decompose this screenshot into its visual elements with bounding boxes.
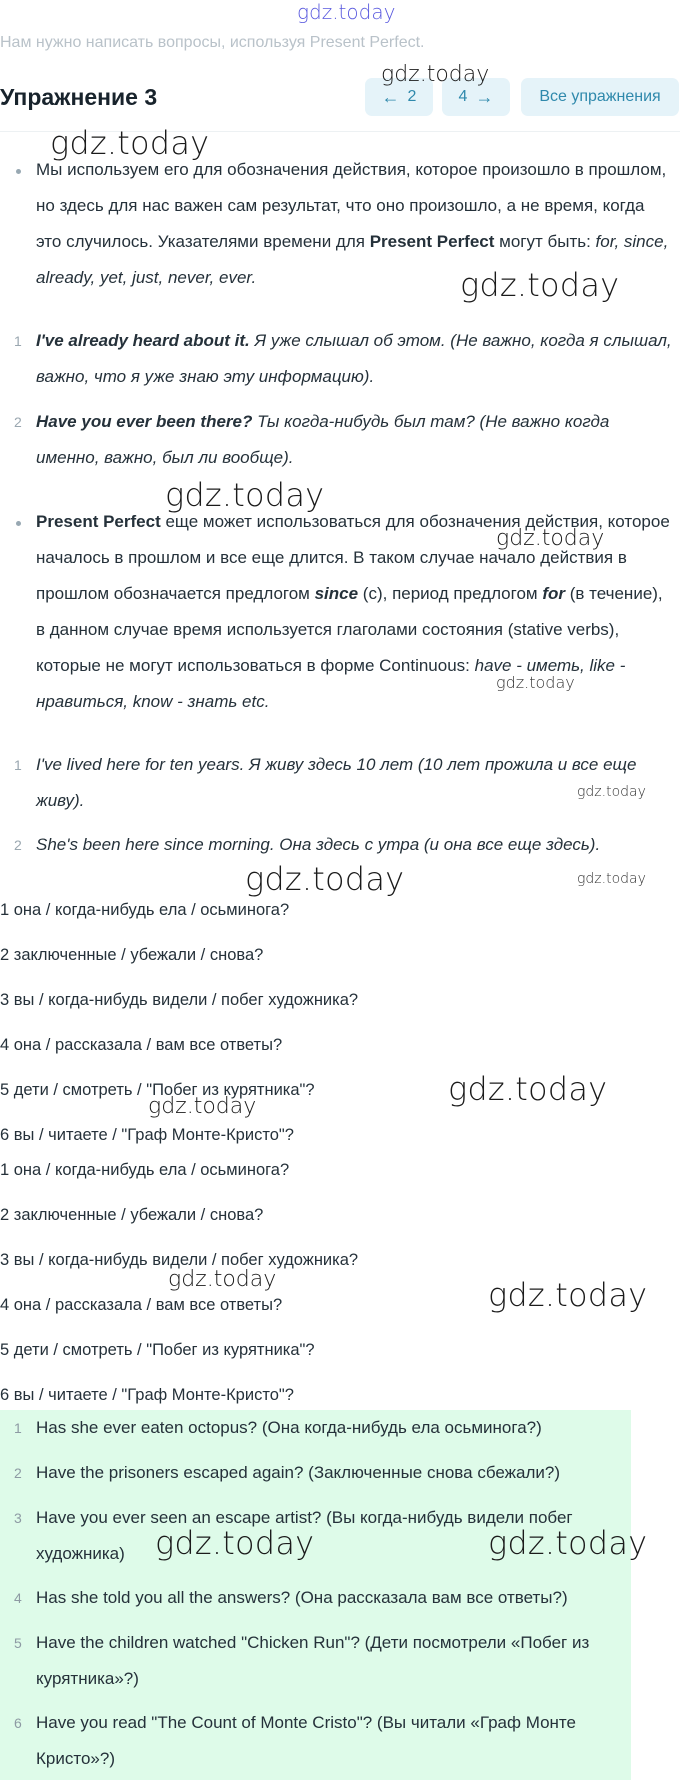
theory-text: Мы используем его для обозначения действия, которое произошло в прошлом, но здесь для нас важен сам результат, что оно произошло, а не время, когда это случилось. Указателями времени для <box>36 160 667 251</box>
example-number: 1 <box>14 757 22 773</box>
task-line: 5 дети / смотреть / "Побег из курятника"? <box>0 1341 315 1359</box>
answer-item: Has she told you all the answers? (Она рассказала вам все ответы?) <box>36 1588 568 1607</box>
stative-examples: have - иметь, like - нравиться, know - знать etc. <box>36 656 626 711</box>
answer-item: Have the prisoners escaped again? (Заключенные снова сбежали?) <box>36 1463 560 1482</box>
answer-number: 6 <box>14 1715 22 1731</box>
instruction-text: Нам нужно написать вопросы, используя Present Perfect. <box>0 34 425 51</box>
task-line: 3 вы / когда-нибудь видели / побег художника? <box>0 991 359 1009</box>
task-line: 1 она / когда-нибудь ела / осьминога? <box>0 901 290 919</box>
example-english: I've already heard about it. <box>36 331 250 350</box>
theory-text: (с), период предлогом <box>358 584 543 603</box>
watermark: gdz.today <box>496 673 575 692</box>
task-line: 2 заключенные / убежали / снова? <box>0 1206 264 1224</box>
watermark: gdz.today <box>577 871 646 887</box>
answer-item: Have the children watched "Chicken Run"? (Дети посмотрели «Побег из курятника»?) <box>36 1633 590 1688</box>
task-line: 1 она / когда-нибудь ела / осьминога? <box>0 1161 290 1179</box>
answer-number: 1 <box>14 1420 22 1436</box>
watermark: gdz.today <box>165 476 325 514</box>
page-title: Упражнение 3 <box>0 84 158 110</box>
answer-number: 5 <box>14 1635 22 1651</box>
watermark: gdz.today <box>148 1094 257 1119</box>
watermark: gdz.today <box>381 62 490 87</box>
answer-item: Has she ever eaten octopus? (Она когда-нибудь ела осьминога?) <box>36 1418 542 1437</box>
answer-item: Have you ever seen an escape artist? (Вы когда-нибудь видели побег художника) <box>36 1508 573 1563</box>
example-item <box>36 404 672 476</box>
example-russian: Я уже слышал об этом. (Не важно, когда я слышал, важно, что я уже знаю эту информацию). <box>36 331 672 386</box>
bullet-icon <box>16 521 21 526</box>
theory-term: since <box>314 584 359 603</box>
theory-term: Present Perfect <box>36 512 161 531</box>
watermark: gdz.today <box>155 1524 315 1562</box>
example-russian: Ты когда-нибудь был там? (Не важно когда именно, важно, был ли вообще). <box>36 412 610 467</box>
example-item: She's been here since morning. Она здесь с утра (и она все еще здесь). <box>36 835 601 854</box>
task-line: 2 заключенные / убежали / снова? <box>0 946 264 964</box>
answer-item: Have you read "The Count of Monte Cristo"? (Вы читали «Граф Монте Кристо»?) <box>36 1713 576 1768</box>
theory-text: (в течение), в данном случае время используется глаголами состояния (stative verbs), которые не могут использоваться в форме Continuous: <box>36 584 663 675</box>
example-number: 2 <box>14 837 22 853</box>
task-line: 6 вы / читаете / "Граф Монте-Кристо"? <box>0 1126 294 1144</box>
task-line: 6 вы / читаете / "Граф Монте-Кристо"? <box>0 1386 294 1404</box>
task-line: 3 вы / когда-нибудь видели / побег художника? <box>0 1251 359 1269</box>
task-line: 4 она / рассказала / вам все ответы? <box>0 1296 283 1314</box>
example-number: 1 <box>14 333 22 349</box>
task-line: 5 дети / смотреть / "Побег из курятника"? <box>0 1081 315 1099</box>
theory-term: for <box>542 584 565 603</box>
answers-panel <box>0 1410 631 1780</box>
all-exercises-button[interactable] <box>521 78 679 116</box>
watermark: gdz.today <box>496 526 605 551</box>
arrow-right-icon: → <box>475 86 494 107</box>
watermark: gdz.today <box>460 266 620 304</box>
answer-number: 3 <box>14 1510 22 1526</box>
time-markers: for, since, already, yet, just, never, ever. <box>36 232 669 287</box>
answer-number: 4 <box>14 1590 22 1606</box>
prev-exercise-label: 2 <box>407 88 417 105</box>
example-item: I've lived here for ten years. Я живу здесь 10 лет (10 лет прожила и все еще живу). <box>36 755 637 810</box>
answer-number: 2 <box>14 1465 22 1481</box>
example-item <box>36 323 672 395</box>
watermark: gdz.today <box>297 0 396 24</box>
task-line: 4 она / рассказала / вам все ответы? <box>0 1036 283 1054</box>
watermark: gdz.today <box>245 860 405 898</box>
arrow-left-icon: ← <box>381 86 400 107</box>
theory-text: еще может использоваться для обозначения действия, которое началось в прошлом и все еще длится. В таком случае начало действия в прошлом обозначается предлогом <box>36 512 670 603</box>
watermark: gdz.today <box>488 1524 648 1562</box>
watermark: gdz.today <box>50 124 210 162</box>
theory-term: Present Perfect <box>369 232 495 251</box>
watermark: gdz.today <box>448 1070 608 1108</box>
watermark: gdz.today <box>168 1267 277 1292</box>
next-exercise-label: 4 <box>458 88 468 105</box>
watermark: gdz.today <box>488 1276 648 1314</box>
bullet-icon <box>16 169 21 174</box>
example-number: 2 <box>14 414 22 430</box>
watermark: gdz.today <box>577 784 646 800</box>
example-english: Have you ever been there? <box>36 412 253 431</box>
theory-text: могут быть: <box>494 232 596 251</box>
all-exercises-label: Все упражнения <box>539 88 661 105</box>
